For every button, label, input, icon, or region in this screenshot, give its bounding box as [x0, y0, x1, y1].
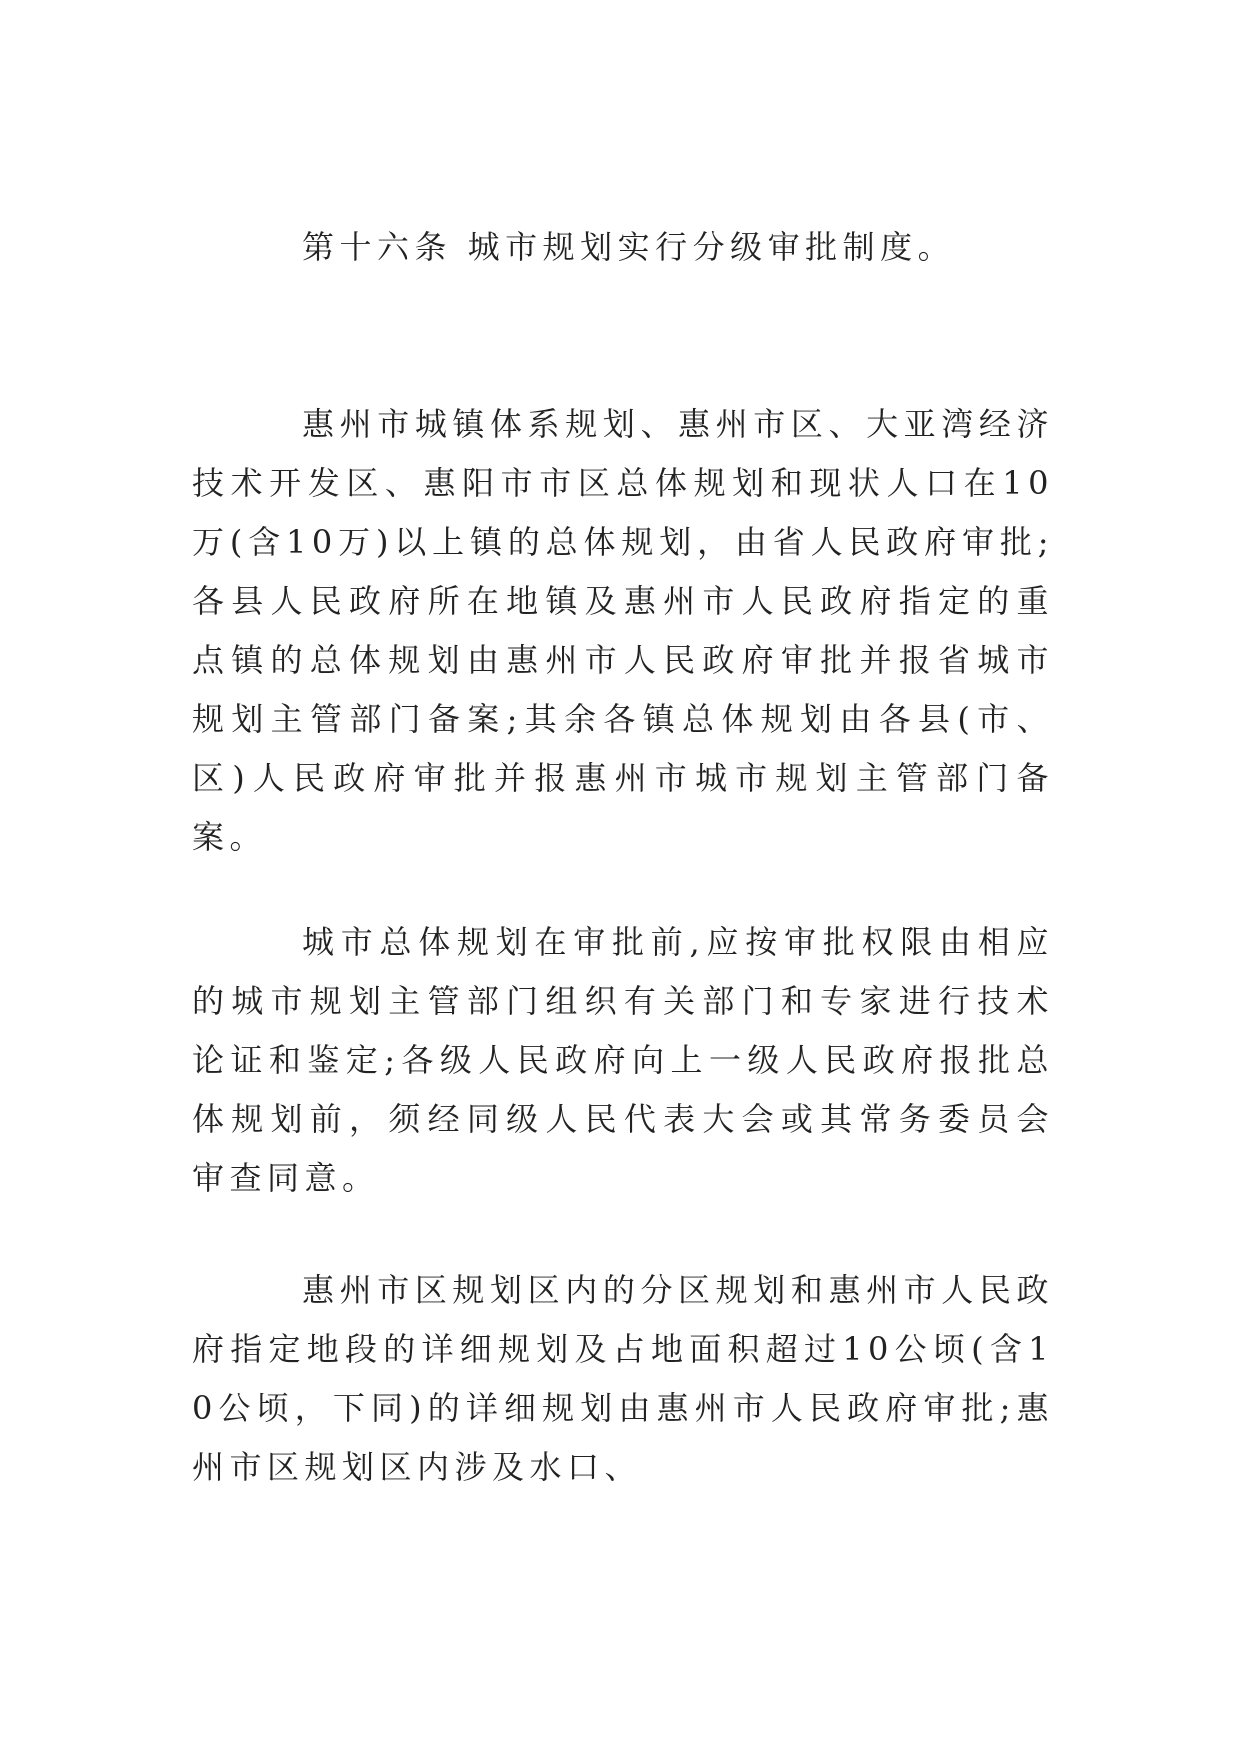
article-16-heading-paragraph: 第十六条 城市规划实行分级审批制度。 [302, 228, 956, 266]
master-plan-approval-paragraph: 惠州市城镇体系规划、惠州市区、大亚湾经济技术开发区、惠阳市市区总体规划和现状人口在10万(含10万)以上镇的总体规划，由省人民政府审批;各县人民政府所在地镇及惠州市人民政府指定的重点镇的总体规划由惠州市人民政府审批并报省城市规划主管部门备案;其余各镇总体规划由各县(市、区)人民政府审批并报惠州市城市规划主管部门备案。 [192, 405, 1054, 856]
pre-approval-review-paragraph: 城市总体规划在审批前,应按审批权限由相应的城市规划主管部门组织有关部门和专家进行技术论证和鉴定;各级人民政府向上一级人民政府报批总体规划前，须经同级人民代表大会或其常务委员会审查同意。 [192, 923, 1054, 1197]
district-plan-approval-paragraph: 惠州市区规划区内的分区规划和惠州市人民政府指定地段的详细规划及占地面积超过10公顷(含10公顷，下同)的详细规划由惠州市人民政府审批;惠州市区规划区内涉及水口、 [192, 1271, 1054, 1486]
